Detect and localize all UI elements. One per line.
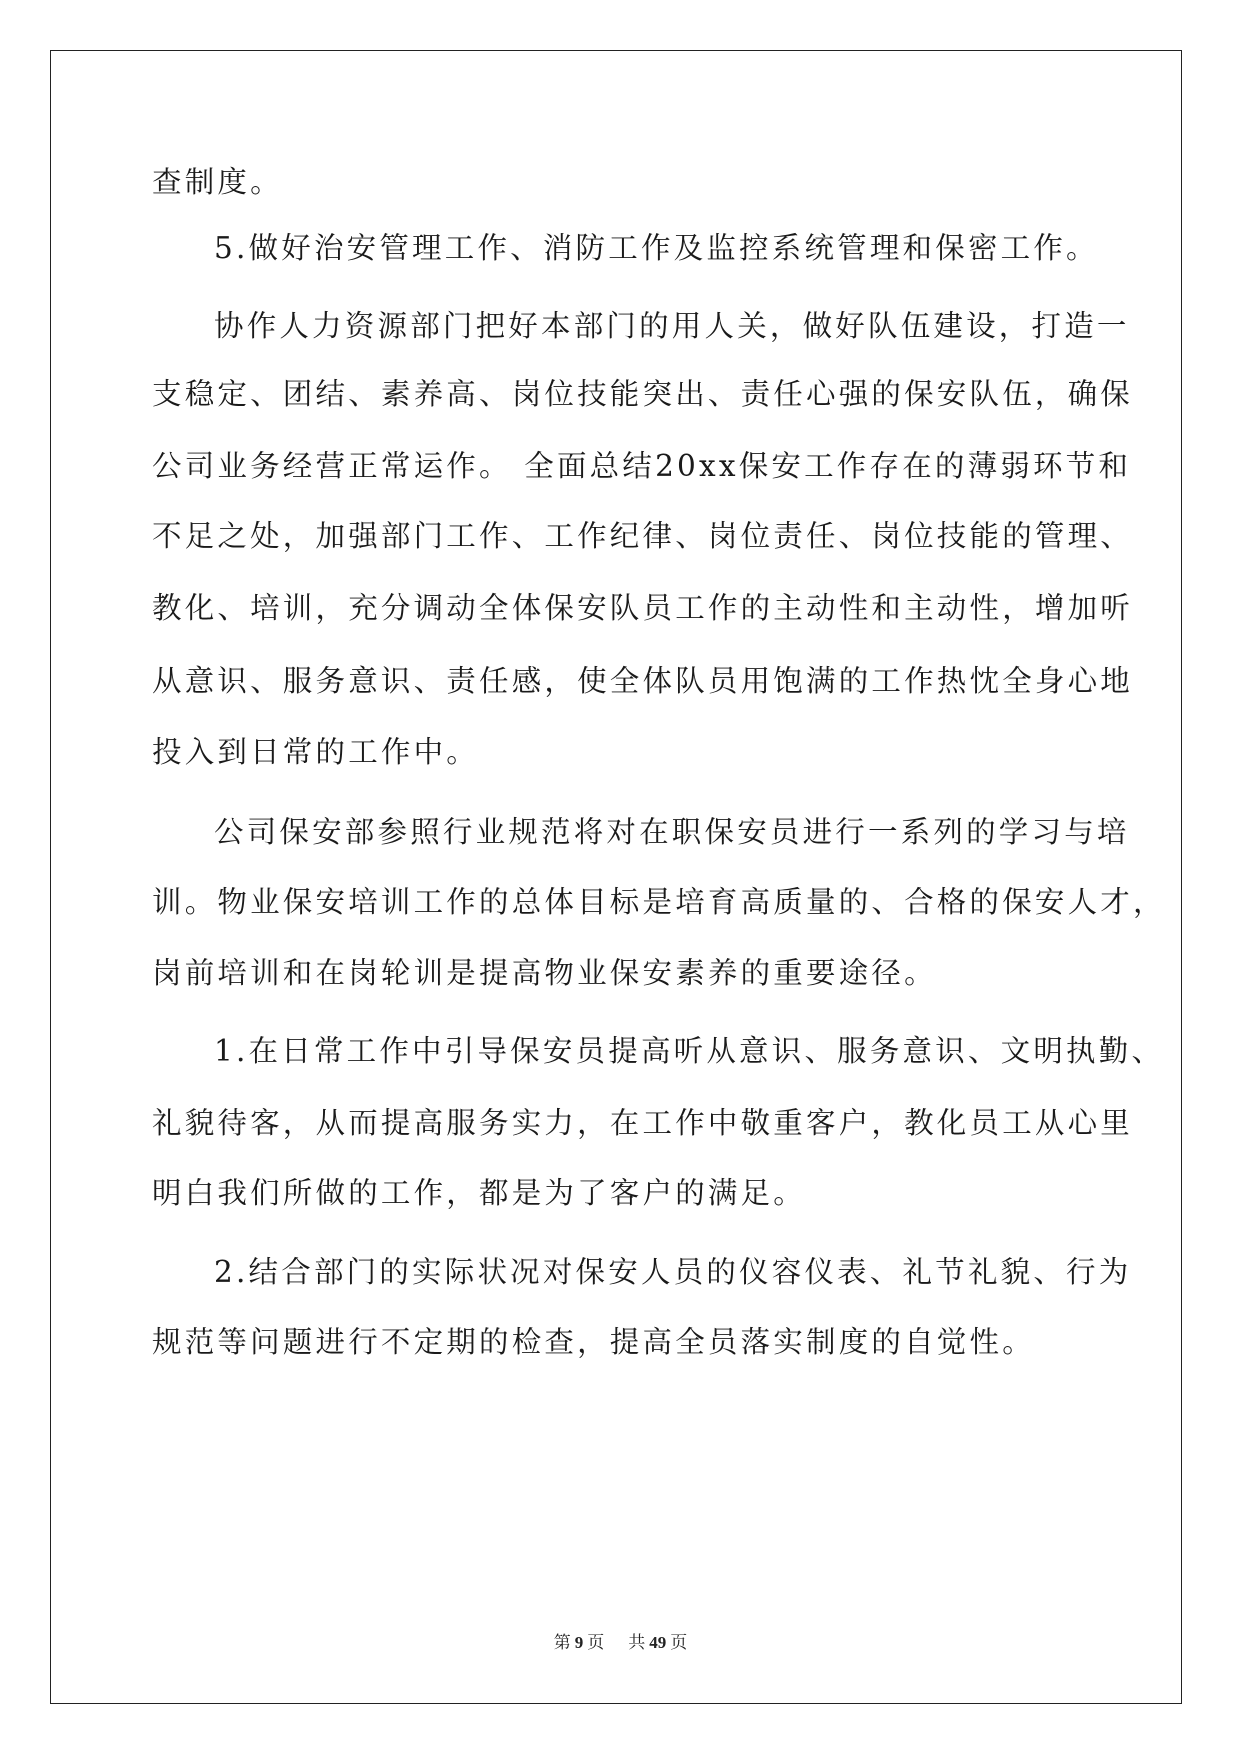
total-suffix: 页	[670, 1633, 688, 1652]
text-line: 1.在日常工作中引导保安员提高听从意识、服务意识、文明执勤、	[214, 1034, 1165, 1068]
text-line: 协作人力资源部门把好本部门的用人关，做好队伍建设，打造一	[214, 309, 1130, 343]
page-number: 9	[574, 1633, 584, 1652]
text-line: 公司保安部参照行业规范将对在职保安员进行一系列的学习与培	[214, 815, 1130, 849]
text-line: 5.做好治安管理工作、消防工作及监控系统管理和保密工作。	[214, 231, 1099, 265]
page-prefix: 第	[553, 1633, 571, 1652]
page-border	[50, 50, 1182, 1704]
text-line: 礼貌待客，从而提高服务实力，在工作中敬重客户，教化员工从心里	[152, 1106, 1134, 1140]
total-prefix: 共	[628, 1633, 646, 1652]
text-line: 投入到日常的工作中。	[152, 735, 480, 769]
total-pages: 49	[649, 1633, 667, 1652]
text-line: 公司业务经营正常运作。 全面总结20xx保安工作存在的薄弱环节和	[152, 449, 1132, 483]
text-line: 规范等问题进行不定期的检查，提高全员落实制度的自觉性。	[152, 1325, 1035, 1359]
text-line: 查制度。	[152, 165, 283, 199]
text-line: 从意识、服务意识、责任感，使全体队员用饱满的工作热忱全身心地	[152, 664, 1134, 698]
text-line: 教化、培训，充分调动全体保安队员工作的主动性和主动性，增加听	[152, 591, 1134, 625]
text-line: 不足之处，加强部门工作、工作纪律、岗位责任、岗位技能的管理、	[152, 519, 1134, 553]
page-suffix: 页	[587, 1633, 605, 1652]
text-line: 明白我们所做的工作，都是为了客户的满足。	[152, 1176, 807, 1210]
text-line: 训。物业保安培训工作的总体目标是培育高质量的、合格的保安人才，	[152, 885, 1166, 919]
text-line: 2.结合部门的实际状况对保安人员的仪容仪表、礼节礼貌、行为	[214, 1255, 1132, 1289]
text-line: 支稳定、团结、素养高、岗位技能突出、责任心强的保安队伍，确保	[152, 377, 1134, 411]
text-line: 岗前培训和在岗轮训是提高物业保安素养的重要途径。	[152, 956, 937, 990]
page-footer	[0, 1628, 1241, 1653]
